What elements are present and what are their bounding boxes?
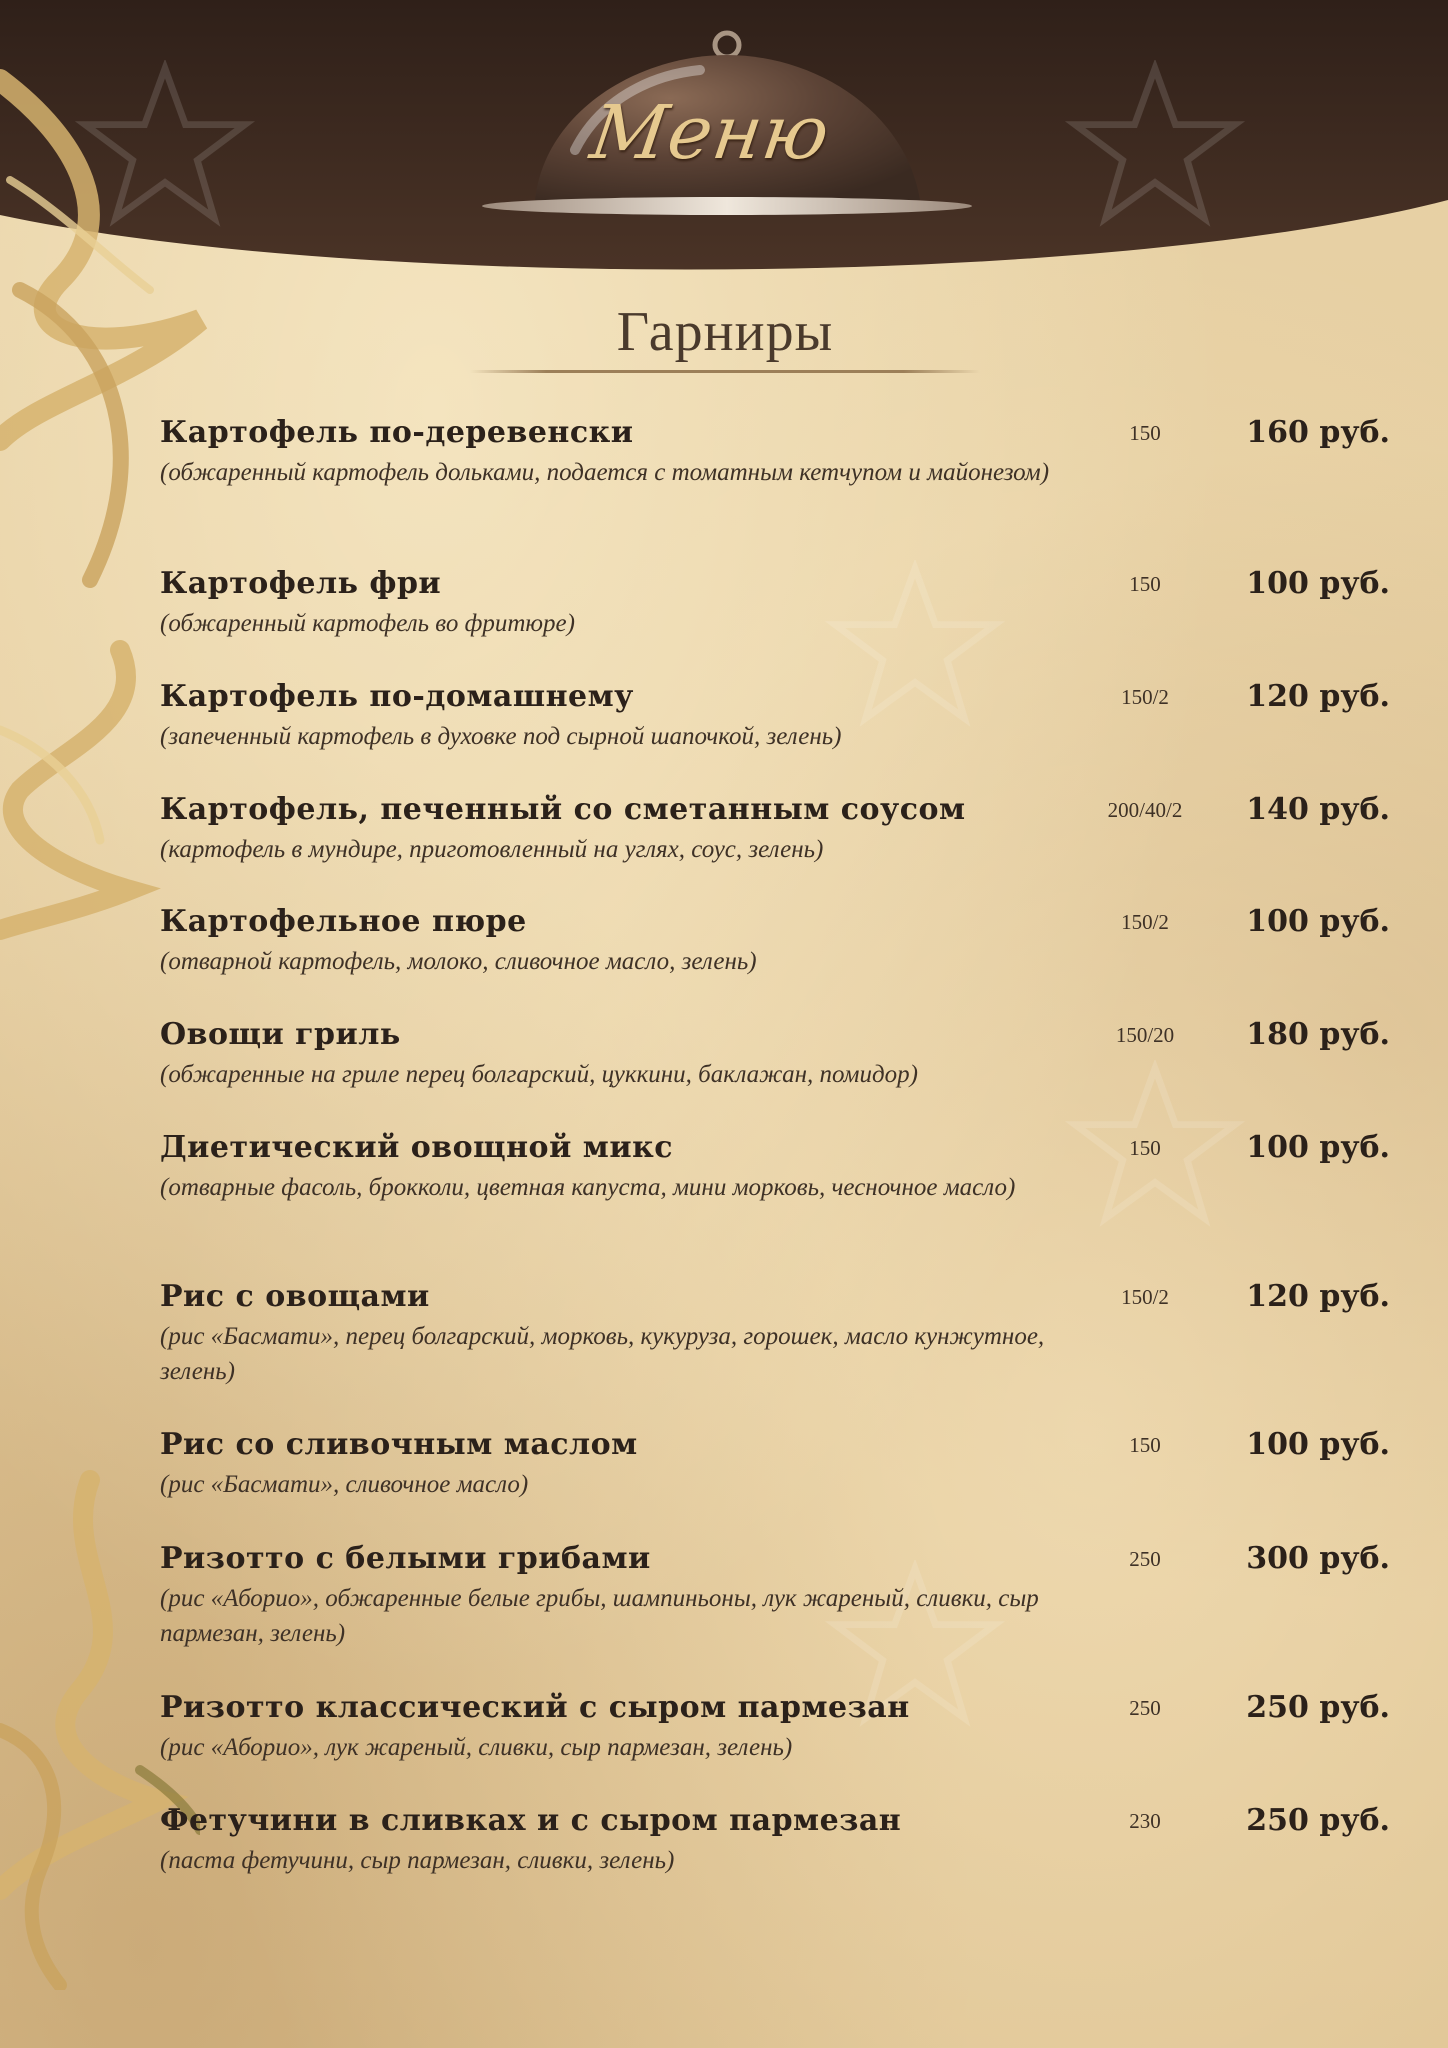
item-weight: 150 [1129,1433,1161,1457]
item-name: Картофель фри [160,566,442,601]
section-title: Гарниры [616,301,834,363]
menu-item [160,902,1390,979]
menu-item [160,1539,1390,1651]
menu-item [160,1801,1390,1878]
item-price: 100 руб. [1246,904,1390,939]
item-name: Ризотто с белыми грибами [160,1541,651,1576]
item-description: (обжаренный картофель во фритюре) [160,610,575,637]
item-description: (отварной картофель, молоко, сливочное масло, зелень) [160,948,757,975]
menu-title: Меню [585,90,836,176]
item-price: 100 руб. [1246,566,1390,601]
item-name: Рис с овощами [160,1279,430,1314]
item-weight: 150 [1129,572,1161,596]
item-price: 300 руб. [1246,1541,1390,1576]
item-weight: 150 [1129,1136,1161,1160]
menu-item [160,413,1390,490]
item-name: Картофель по-домашнему [160,679,634,714]
menu-item [160,564,1390,641]
menu-item [160,1688,1390,1765]
item-description: (рис «Аборио», лук жареный, сливки, сыр пармезан, зелень) [160,1734,793,1761]
item-weight: 150/2 [1121,910,1169,934]
item-description: (рис «Басмати», сливочное масло) [160,1471,529,1498]
menu-item [160,1128,1390,1205]
item-weight: 150/2 [1121,1285,1169,1309]
item-description: (обжаренные на гриле перец болгарский, цуккини, баклажан, помидор) [160,1061,918,1088]
menu-item [160,677,1390,754]
menu-item [160,1015,1390,1092]
item-name: Ризотто классический с сыром пармезан [160,1690,910,1725]
item-weight: 150/2 [1121,685,1169,709]
item-description: (рис «Аборио», обжаренные белые грибы, шампиньоны, лук жареный, сливки, сыр пармезан, зелень) [160,1585,1039,1647]
item-name: Овощи гриль [160,1017,401,1052]
item-name: Диетический овощной микс [160,1130,674,1165]
item-price: 250 руб. [1246,1803,1390,1838]
item-name: Фетучини в сливках и с сыром пармезан [160,1803,902,1838]
item-price: 120 руб. [1246,1279,1390,1314]
item-name: Картофель по-деревенски [160,415,634,450]
item-price: 160 руб. [1246,415,1390,450]
item-name: Картофельное пюре [160,904,527,939]
item-price: 100 руб. [1246,1130,1390,1165]
item-description: (паста фетучини, сыр пармезан, сливки, зелень) [160,1847,675,1874]
item-weight: 250 [1129,1696,1161,1720]
item-price: 180 руб. [1246,1017,1390,1052]
item-description: (запеченный картофель в духовке под сырной шапочкой, зелень) [160,723,842,750]
item-price: 120 руб. [1246,679,1390,714]
item-weight: 200/40/2 [1107,798,1183,822]
item-price: 250 руб. [1246,1690,1390,1725]
item-description: (отварные фасоль, брокколи, цветная капуста, мини морковь, чесночное масло) [160,1174,1016,1201]
item-name: Картофель, печенный со сметанным соусом [160,792,966,827]
menu-item [160,1425,1390,1502]
item-weight: 150 [1129,421,1161,445]
item-description: (обжаренный картофель дольками, подается с томатным кетчупом и майонезом) [160,459,1050,486]
menu-item [160,790,1390,867]
item-name: Рис со сливочным маслом [160,1427,638,1462]
item-weight: 250 [1129,1547,1161,1571]
menu-item [160,1277,1390,1389]
item-weight: 150/20 [1115,1023,1175,1047]
item-description: (картофель в мундире, приготовленный на углях, соус, зелень) [160,836,824,863]
item-weight: 230 [1129,1809,1161,1833]
item-description: (рис «Басмати», перец болгарский, морковь, кукуруза, горошек, масло кунжутное, зелень) [160,1323,1045,1385]
item-price: 140 руб. [1246,792,1390,827]
item-price: 100 руб. [1246,1427,1390,1462]
